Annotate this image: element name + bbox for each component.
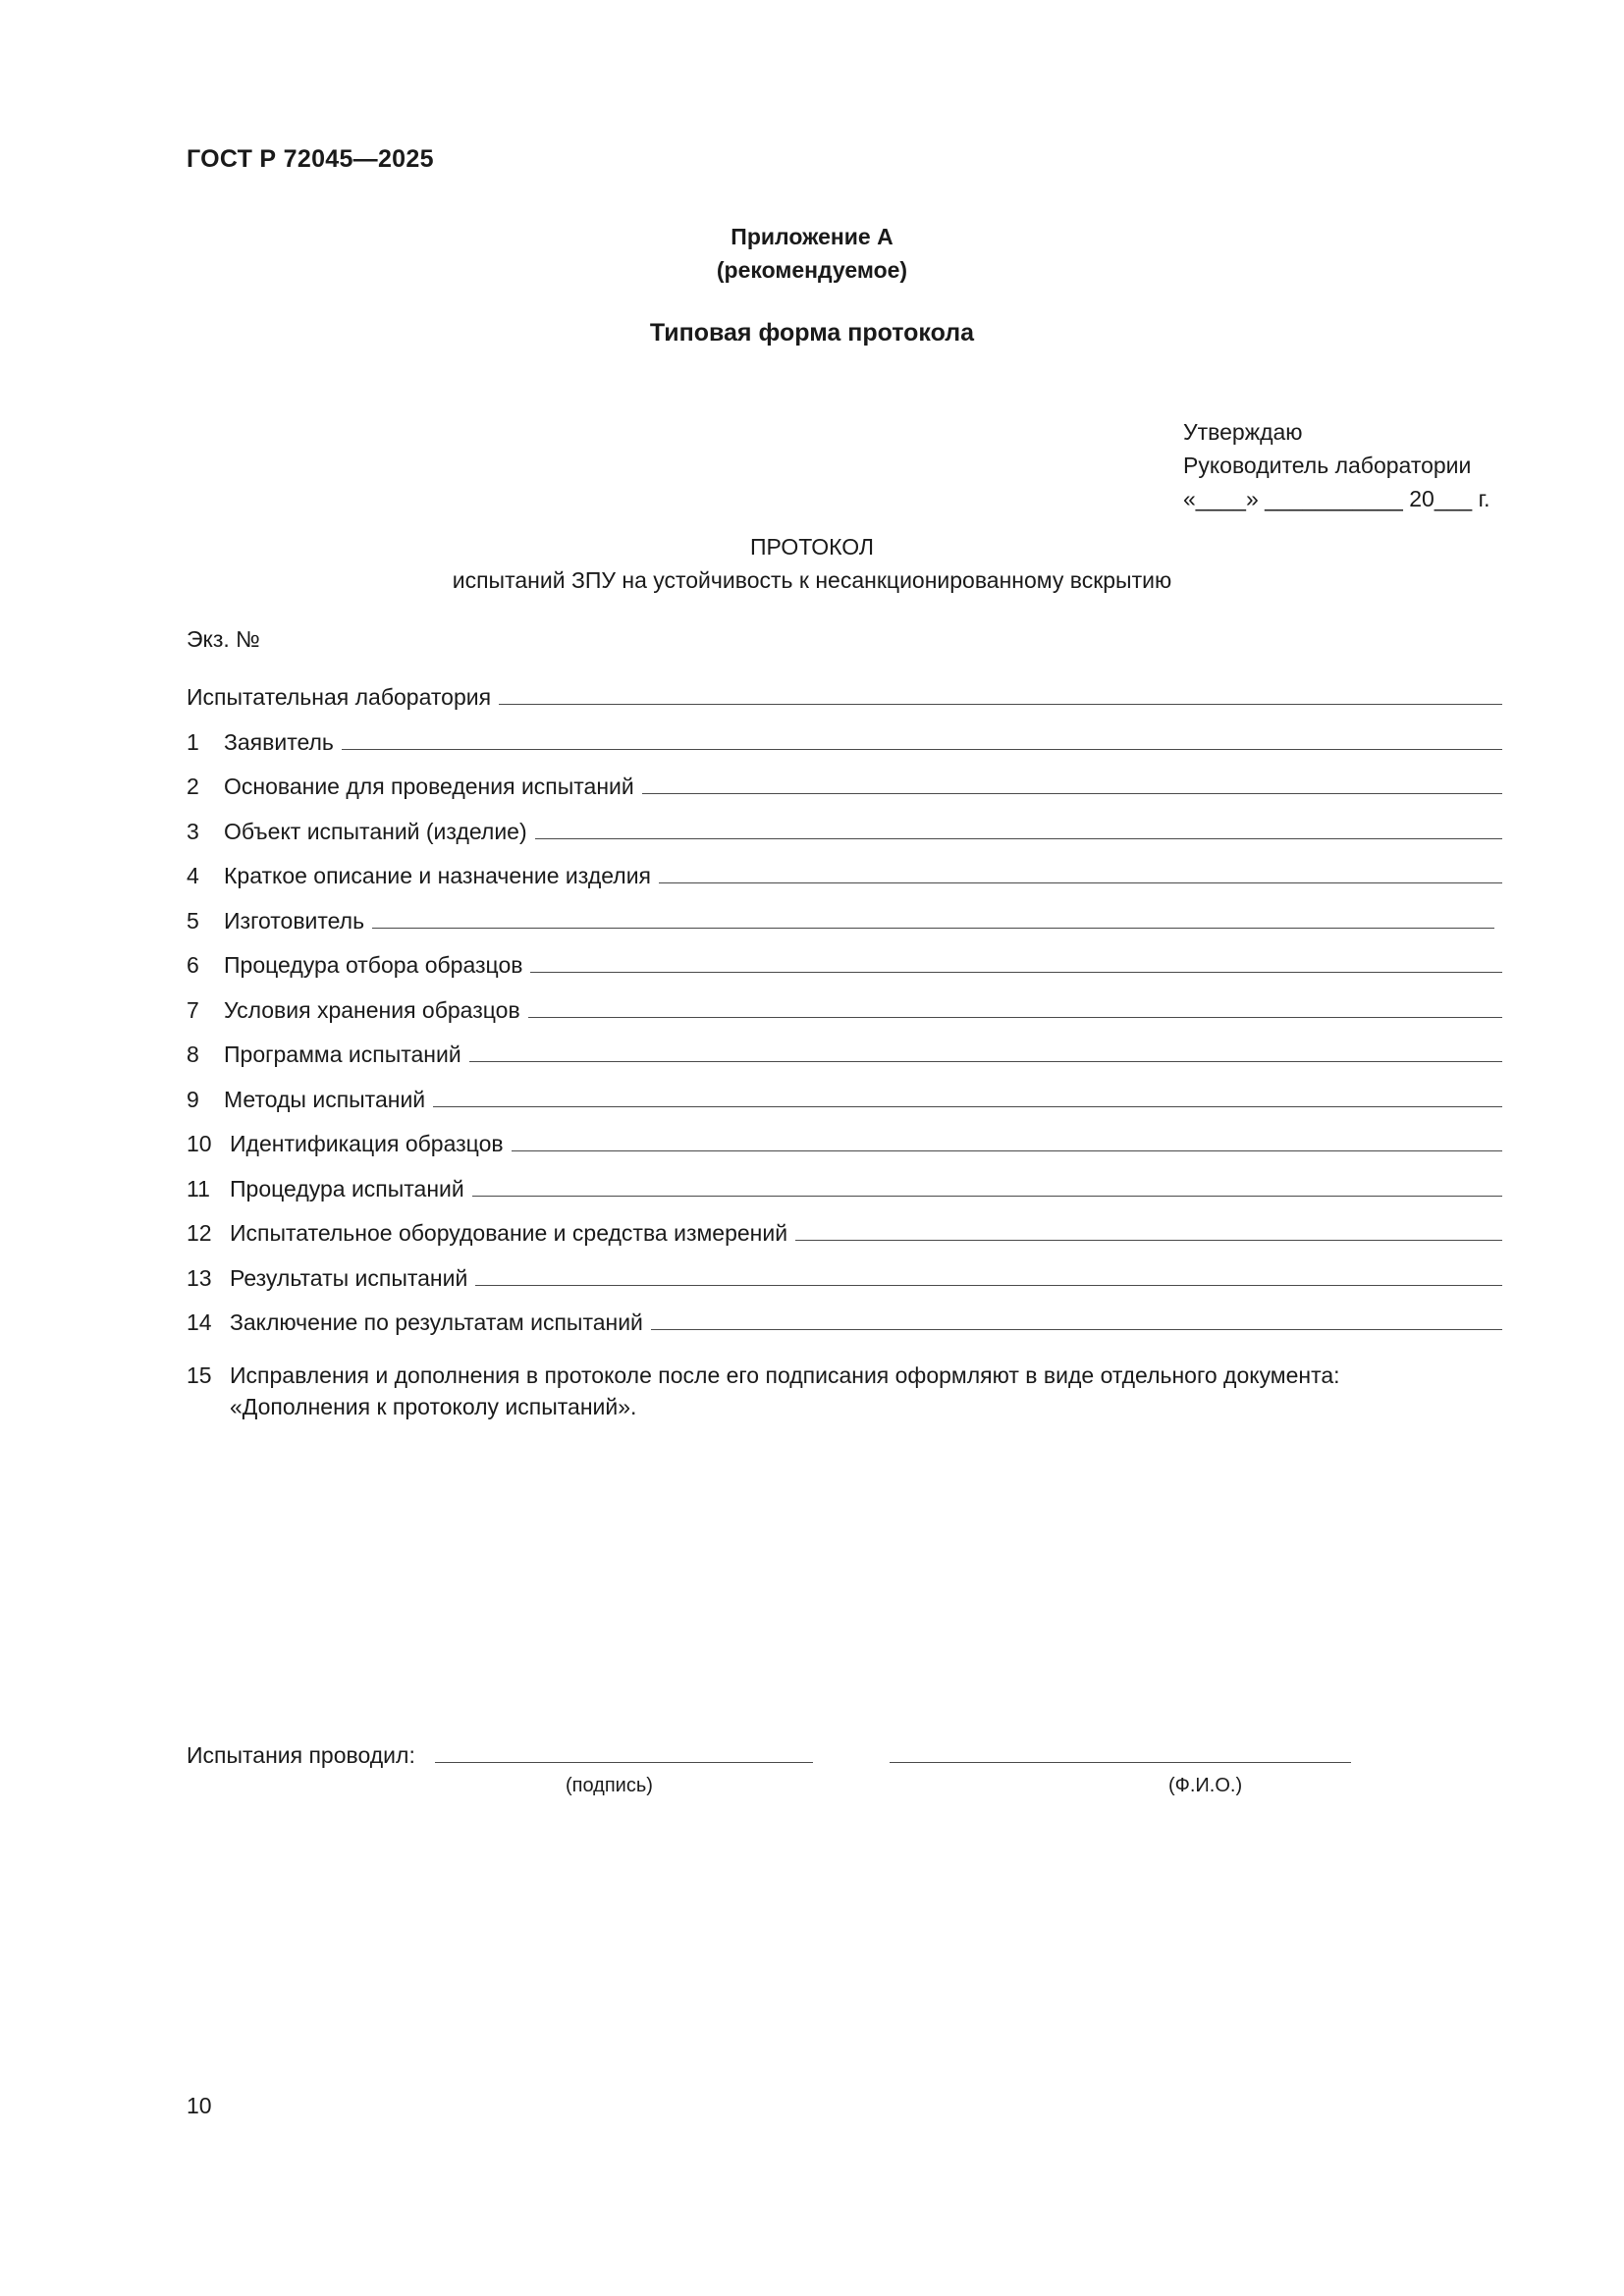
field-label-1: Заявитель	[224, 728, 334, 755]
field-number-6: 6	[187, 952, 199, 978]
field-input-12[interactable]	[795, 1221, 1502, 1241]
field-row-laboratory	[187, 684, 1502, 711]
field-row-14	[187, 1309, 1502, 1336]
field-input-13[interactable]	[475, 1266, 1502, 1286]
field-number-1: 1	[187, 728, 199, 755]
field-row-2	[187, 774, 1502, 800]
field-row-11	[187, 1176, 1502, 1202]
field-label-11: Процедура испытаний	[230, 1175, 464, 1201]
field-label-8: Программа испытаний	[224, 1041, 461, 1067]
signature-input-signature[interactable]	[435, 1743, 813, 1763]
field-input-2[interactable]	[642, 774, 1502, 794]
field-number-11: 11	[187, 1175, 210, 1201]
standard-designation-header: ГОСТ Р 72045—2025	[187, 145, 434, 173]
signature-input-name[interactable]	[890, 1743, 1351, 1763]
copy-number-label: Экз. №	[187, 626, 260, 652]
field-label-6: Процедура отбора образцов	[224, 952, 523, 978]
field-input-4[interactable]	[659, 864, 1502, 883]
field-number-5: 5	[187, 907, 199, 934]
field-label-laboratory: Испытательная лаборатория	[187, 684, 492, 710]
field-label-13: Результаты испытаний	[230, 1264, 468, 1291]
field-label-5: Изготовитель	[224, 907, 365, 934]
field-number-14: 14	[187, 1309, 212, 1335]
field-row-10	[187, 1131, 1502, 1157]
caption-full-name: (Ф.И.О.)	[1168, 1775, 1243, 1796]
field-label-10: Идентификация образцов	[230, 1131, 504, 1156]
form-fields-list	[187, 684, 1502, 1422]
field-input-3[interactable]	[535, 820, 1502, 839]
field-input-11[interactable]	[472, 1177, 1502, 1197]
field-number-12: 12	[187, 1220, 212, 1246]
field-number-15: 15	[187, 1362, 212, 1388]
field-number-4: 4	[187, 863, 199, 888]
field-input-8[interactable]	[469, 1042, 1502, 1062]
approval-block	[1183, 415, 1490, 515]
field-number-10: 10	[187, 1131, 212, 1156]
field-row-4	[187, 863, 1502, 889]
approval-word: Утверждаю	[1183, 419, 1303, 445]
approval-date-line: «____» ___________ 20___ г.	[1183, 486, 1490, 511]
protocol-subtitle: испытаний ЗПУ на устойчивость к несанкционированному вскрытию	[452, 567, 1172, 593]
field-input-5[interactable]	[372, 909, 1494, 929]
field-label-7: Условия хранения образцов	[224, 996, 520, 1023]
field-input-laboratory[interactable]	[499, 685, 1502, 705]
field-input-14[interactable]	[651, 1310, 1502, 1330]
field-row-13	[187, 1265, 1502, 1292]
field-input-6[interactable]	[530, 953, 1502, 973]
approval-role: Руководитель лаборатории	[1183, 453, 1472, 478]
field-label-2: Основание для проведения испытаний	[224, 774, 634, 799]
field-row-5	[187, 908, 1502, 934]
signature-block	[187, 1742, 1502, 1804]
field-number-7: 7	[187, 996, 199, 1023]
field-input-9[interactable]	[433, 1088, 1502, 1107]
appendix-qualifier: (рекомендуемое)	[716, 257, 908, 283]
field-number-2: 2	[187, 774, 199, 799]
field-number-9: 9	[187, 1086, 199, 1112]
field-input-7[interactable]	[528, 998, 1502, 1018]
note-text-15: Исправления и дополнения в протоколе после его подписания оформляют в виде отдельного документа: «Дополнения к протоколу испытаний».	[230, 1362, 1340, 1419]
field-input-10[interactable]	[512, 1132, 1502, 1151]
signature-row	[187, 1742, 1502, 1769]
field-label-12: Испытательное оборудование и средства измерений	[230, 1220, 788, 1246]
field-row-3	[187, 819, 1502, 845]
signature-label: Испытания проводил:	[187, 1742, 415, 1768]
field-input-1[interactable]	[342, 730, 1502, 750]
field-number-8: 8	[187, 1041, 199, 1067]
field-row-6	[187, 952, 1502, 979]
caption-signature: (подпись)	[566, 1775, 653, 1796]
field-number-3: 3	[187, 818, 199, 844]
protocol-title: ПРОТОКОЛ	[749, 534, 875, 560]
field-label-14: Заключение по результатам испытаний	[230, 1309, 643, 1335]
field-row-8	[187, 1041, 1502, 1068]
field-label-3: Объект испытаний (изделие)	[224, 818, 527, 844]
page-number: 10	[187, 2093, 212, 2118]
signature-captions	[187, 1775, 1502, 1804]
field-row-9	[187, 1087, 1502, 1113]
field-number-13: 13	[187, 1264, 212, 1291]
note-row-15	[187, 1360, 1502, 1422]
field-row-1	[187, 729, 1502, 756]
field-label-4: Краткое описание и назначение изделия	[224, 863, 651, 888]
appendix-label: Приложение А	[731, 224, 893, 249]
field-label-9: Методы испытаний	[224, 1086, 426, 1112]
form-title: Типовая форма протокола	[649, 319, 975, 347]
field-row-7	[187, 997, 1502, 1024]
field-row-12	[187, 1220, 1502, 1247]
